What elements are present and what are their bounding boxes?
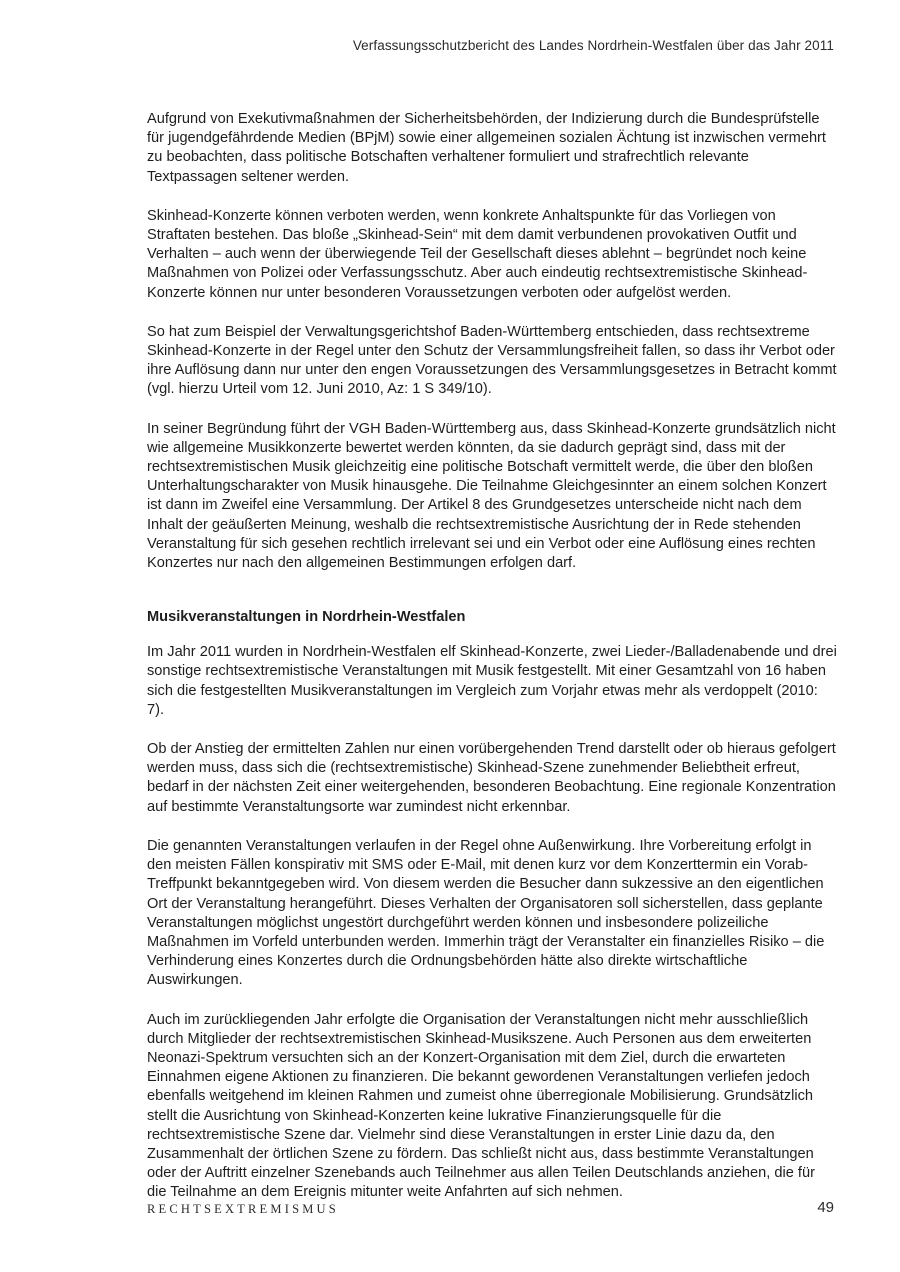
paragraph: In seiner Begründung führt der VGH Baden-Württemberg aus, dass Skinhead-Konzerte grundsätzlich nicht wie allgemeine Musikkonzerte bewertet werden könnten, da sie dadurch geprägt sind, dass mit der rechtsextremistischen Musik gleichzeitig eine politische Botschaft vermittelt werde, die über den bloßen Unterhaltungscharakter von Musik hinausgehe. Die Teilnahme Gleichgesinnter an einem solchen Konzert ist dann im Zweifel eine Versammlung. Der Artikel 8 des Grundgesetzes unterscheide nicht nach dem Inhalt der geäußerten Meinung, weshalb die rechtsextremistische Ausrichtung der in Rede stehenden Veranstaltung für sich gesehen rechtlich irrelevant sei und ein Verbot oder eine Auflösung eines rechten Konzertes nur nach den allgemeinen Bestimmungen erfolgen darf. — [147, 420, 836, 572]
footer-section-label: RECHTSEXTREMISMUS — [147, 1202, 339, 1216]
page-body — [147, 110, 837, 1223]
paragraph: Ob der Anstieg der ermittelten Zahlen nur einen vorübergehenden Trend darstellt oder ob hieraus gefolgert werden muss, dass sich die (rechtsextremistische) Skinhead-Szene zunehmender Beliebtheit erfreut, bedarf in der nächsten Zeit einer weitergehenden, besonderen Beobachtung. Eine regionale Konzentration auf bestimmte Veranstaltungsorte war zumindest nicht erkennbar. — [147, 741, 836, 815]
running-header: Verfassungsschutzbericht des Landes Nordrhein-Westfalen über das Jahr 2011 — [352, 38, 834, 53]
paragraph: Skinhead-Konzerte können verboten werden, wenn konkrete Anhaltspunkte für das Vorliegen von Straftaten bestehen. Das bloße „Skinhead-Sein“ mit dem damit verbundenen provokativen Outfit und Verhalten – auch wenn der überwiegende Teil der Gesellschaft dieses ablehnt – begründet noch keine Maßnahmen von Polizei oder Verfassungsschutz. Aber auch eindeutig rechtsextremistische Skinhead-Konzerte können nur unter besonderen Voraussetzungen verboten oder aufgelöst werden. — [147, 207, 808, 301]
page-number: 49 — [817, 1199, 834, 1216]
section-heading: Musikveranstaltungen in Nordrhein-Westfalen — [147, 609, 466, 626]
paragraph: So hat zum Beispiel der Verwaltungsgerichtshof Baden-Württemberg entschieden, dass rechtsextreme Skinhead-Konzerte in der Regel unter den Schutz der Versammlungsfreiheit fallen, so dass ihr Verbot oder ihre Auflösung dann nur unter den engen Voraussetzungen des Versammlungsgesetzes in Betracht kommt (vgl. hierzu Urteil vom 12. Juni 2010, Az: 1 S 349/10). — [147, 323, 837, 398]
paragraph: Auch im zurückliegenden Jahr erfolgte die Organisation der Veranstaltungen nicht mehr ausschließlich durch Mitglieder der rechtsextremistischen Skinhead-Musikszene. Auch Personen aus dem erweiterten Neonazi-Spektrum versuchten sich an der Konzert-Organisation mit dem Ziel, durch die erwarteten Einnahmen eigene Aktionen zu finanzieren. Die bekannt gewordenen Veranstaltungen verliefen jedoch ebenfalls weitgehend im kleinen Rahmen und zumeist ohne überregionale Mobilisierung. Grundsätzlich stellt die Ausrichtung von Skinhead-Konzerten keine lukrative Finanzierungsquelle für die rechtsextremistische Szene dar. Vielmehr sind diese Veranstaltungen in erster Linie dazu da, den Zusammenhalt der örtlichen Szene zu fördern. Das schließt nicht aus, dass bestimmte Veranstaltungen oder der Auftritt einzelner Szenebands auch Teilnehmer aus allen Teilen Deutschlands anziehen, die für die Teilnahme an dem Ereignis mitunter weite Anfahrten auf sich nehmen. — [147, 1011, 815, 1201]
paragraph: Im Jahr 2011 wurden in Nordrhein-Westfalen elf Skinhead-Konzerte, zwei Lieder-/Balladenabende und drei sonstige rechtsextremistische Veranstaltungen mit Musik festgestellt. Mit einer Gesamtzahl von 16 haben sich die festgestellten Musikveranstaltungen im Vergleich zum Vorjahr etwas mehr als verdoppelt (2010: 7). — [147, 644, 837, 718]
paragraph: Die genannten Veranstaltungen verlaufen in der Regel ohne Außenwirkung. Ihre Vorbereitung erfolgt in den meisten Fällen konspirativ mit SMS oder E-Mail, mit denen kurz vor dem Konzerttermin ein Vorab-Treffpunkt bekanntgegeben wird. Von diesem werden die Besucher dann sukzessive an den eigentlichen Ort der Veranstaltung herangeführt. Dieses Verhalten der Organisatoren soll sicherstellen, dass geplante Veranstaltungen möglichst ungestört durchgeführt werden können und insbesondere polizeiliche Maßnahmen im Vorfeld unterbunden werden. Immerhin trägt der Veranstalter ein finanzielles Risiko – die Verhinderung eines Konzertes durch die Ordnungsbehörden hätte also direkte wirtschaftliche Auswirkungen. — [147, 837, 825, 989]
paragraph: Aufgrund von Exekutivmaßnahmen der Sicherheitsbehörden, der Indizierung durch die Bundesprüfstelle für jugendgefährdende Medien (BPjM) sowie einer allgemeinen sozialen Ächtung ist inzwischen vermehrt zu beobachten, dass politische Botschaften verhaltener formuliert und strafrechtlich relevante Textpassagen seltener werden. — [147, 111, 826, 185]
